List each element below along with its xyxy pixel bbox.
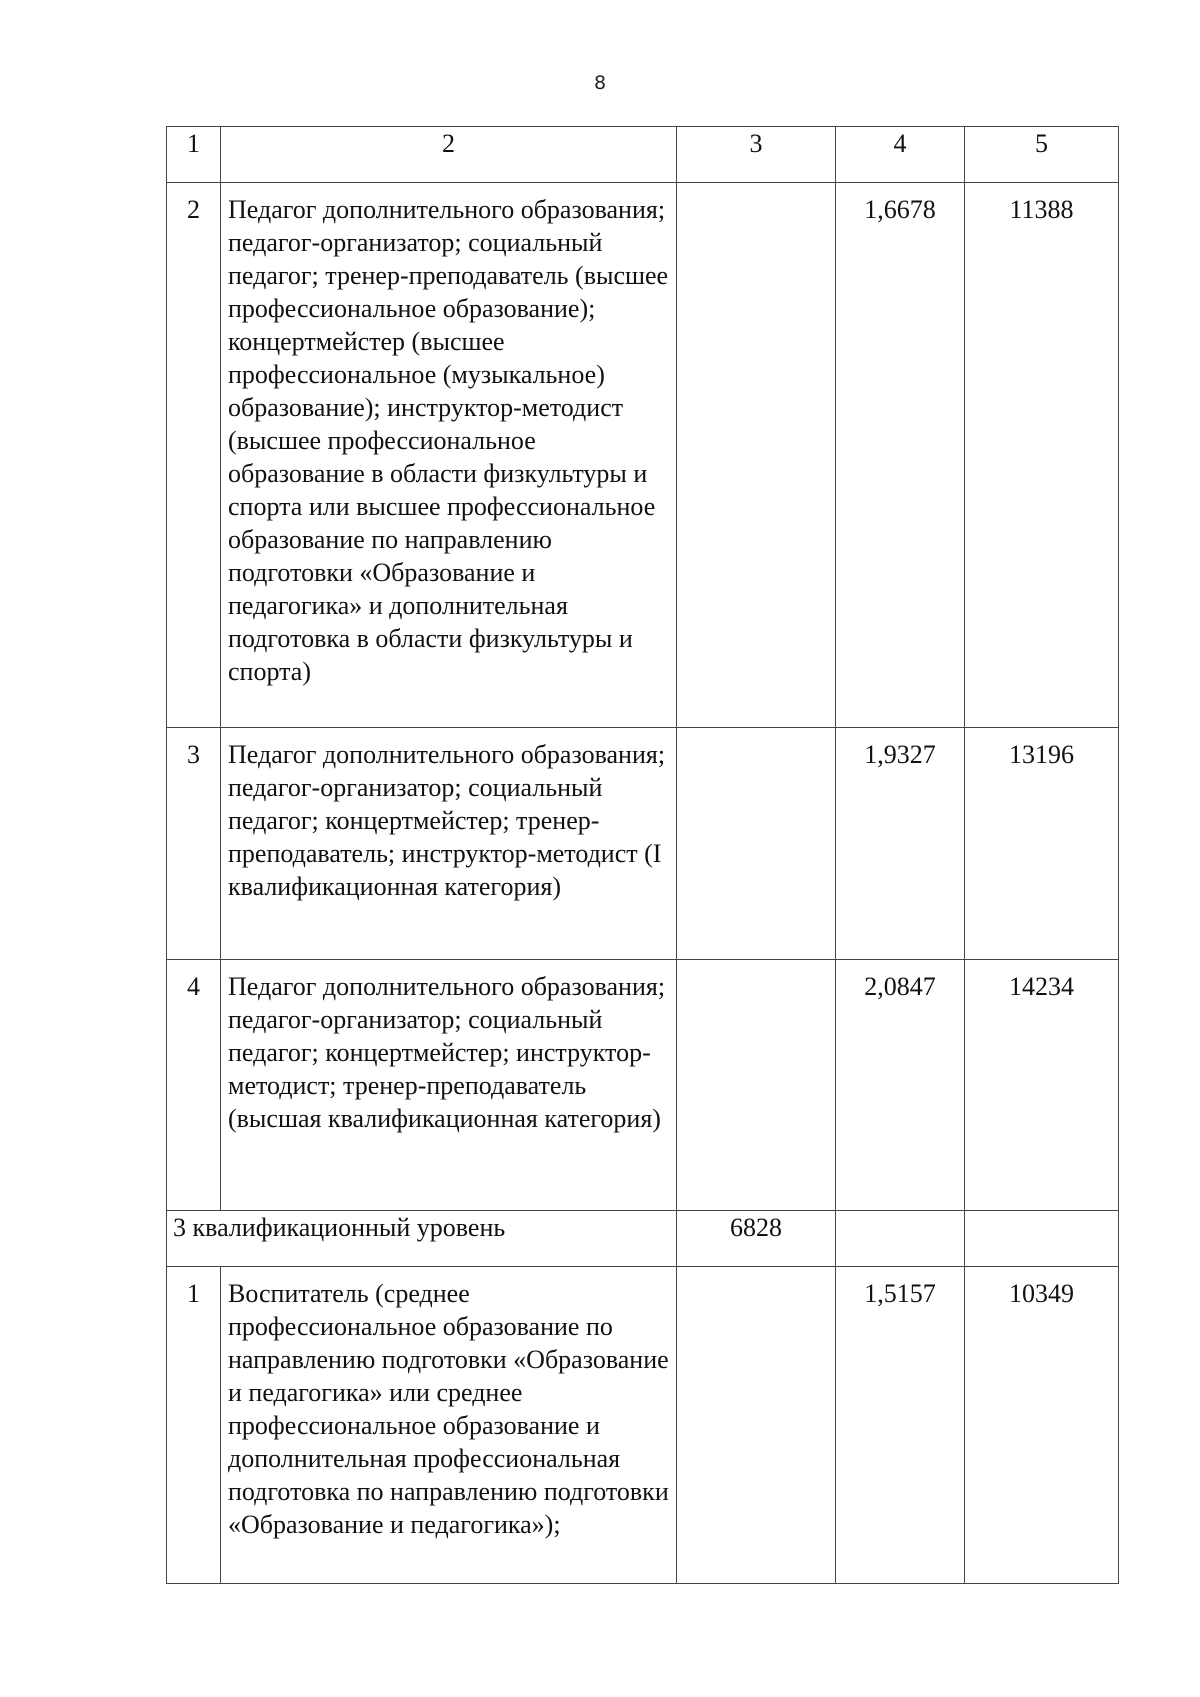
position-description: Педагог дополнительного образования; педагог-организатор; социальный педагог; концертмейстер; инструктор-методист; тренер-преподаватель (высшая квалификационная категория)	[221, 960, 677, 1211]
header-col-2: 2	[221, 127, 677, 183]
row-number: 2	[167, 183, 221, 728]
qualification-level-label: 3 квалификационный уровень	[167, 1211, 677, 1267]
header-row	[167, 127, 1119, 183]
salary-cell: 11388	[965, 183, 1119, 728]
base-salary-cell: 6828	[677, 1211, 836, 1267]
position-description: Педагог дополнительного образования; педагог-организатор; социальный педагог; тренер-преподаватель (высшее профессиональное образование); концертмейстер (высшее профессиональное (музыкальное) образование); инструктор-методист (высшее профессиональное образование в области физкультуры и спорта или высшее профессиональное образование по направлению подготовки «Образование и педагогика» и дополнительная подготовка в области физкультуры и спорта)	[221, 183, 677, 728]
row-number: 3	[167, 728, 221, 960]
row-number: 4	[167, 960, 221, 1211]
table-row	[167, 1267, 1119, 1584]
row-number: 1	[167, 1267, 221, 1584]
base-salary-cell	[677, 183, 836, 728]
qualification-level-row	[167, 1211, 1119, 1267]
position-description: Воспитатель (среднее профессиональное образование по направлению подготовки «Образование и педагогика» или среднее профессиональное образование и дополнительная профессиональная подготовка по направлению подготовки «Образование и педагогика»);	[221, 1267, 677, 1584]
header-col-5: 5	[965, 127, 1119, 183]
salary-cell: 13196	[965, 728, 1119, 960]
salary-table	[166, 126, 1119, 1584]
base-salary-cell	[677, 1267, 836, 1584]
page-number: 8	[593, 72, 607, 94]
salary-cell: 10349	[965, 1267, 1119, 1584]
salary-cell: 14234	[965, 960, 1119, 1211]
table-row	[167, 960, 1119, 1211]
table-row	[167, 183, 1119, 728]
base-salary-cell	[677, 728, 836, 960]
coefficient-cell	[836, 1211, 965, 1267]
coefficient-cell: 1,9327	[836, 728, 965, 960]
coefficient-cell: 1,5157	[836, 1267, 965, 1584]
coefficient-cell: 1,6678	[836, 183, 965, 728]
table-row	[167, 728, 1119, 960]
header-col-3: 3	[677, 127, 836, 183]
position-description: Педагог дополнительного образования; педагог-организатор; социальный педагог; концертмейстер; тренер-преподаватель; инструктор-методист (I квалификационная категория)	[221, 728, 677, 960]
coefficient-cell: 2,0847	[836, 960, 965, 1211]
salary-cell	[965, 1211, 1119, 1267]
base-salary-cell	[677, 960, 836, 1211]
header-col-1: 1	[167, 127, 221, 183]
header-col-4: 4	[836, 127, 965, 183]
